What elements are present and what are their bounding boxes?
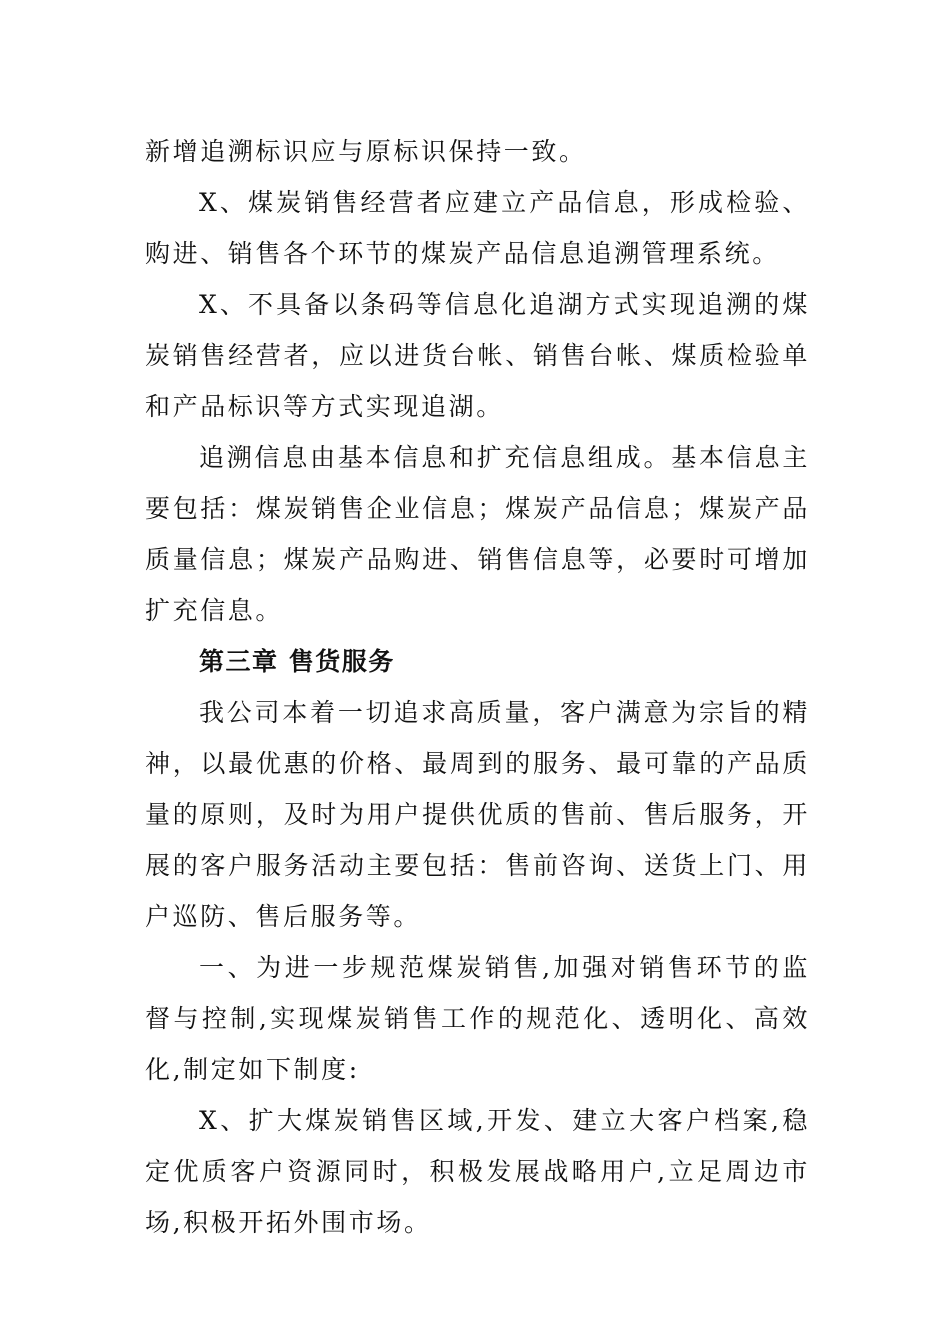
- paragraph-traceability-consistency: 新增追溯标识应与原标识保持一致。: [145, 137, 587, 166]
- paragraph-product-info-system: X、煤炭销售经营者应建立产品信息，形成检验、购进、销售各个环节的煤炭产品信息追溯管理系统。: [145, 188, 810, 268]
- paragraph-ledger-traceability: X、不具备以条码等信息化追湖方式实现追溯的煤炭销售经营者，应以进货台帐、销售台帐、煤质检验单和产品标识等方式实现追湖。: [145, 290, 810, 421]
- paragraph-market-expansion: X、扩大煤炭销售区域,开发、建立大客户档案,稳定优质客户资源同时，积极发展战略用户,立足周边市场,积极开拓外围市场。: [145, 1106, 810, 1237]
- paragraph-sales-regulation: 一、为进一步规范煤炭销售,加强对销售环节的监督与控制,实现煤炭销售工作的规范化、透明化、高效化,制定如下制度:: [145, 953, 810, 1084]
- chapter-heading: 第三章 售货服务: [199, 647, 395, 676]
- paragraph-traceability-info: 追溯信息由基本信息和扩充信息组成。基本信息主要包括：煤炭销售企业信息；煤炭产品信息；煤炭产品质量信息；煤炭产品购进、销售信息等，必要时可增加扩充信息。: [145, 443, 810, 625]
- paragraph-service-principles: 我公司本着一切追求高质量，客户满意为宗旨的精神，以最优惠的价格、最周到的服务、最可靠的产品质量的原则，及时为用户提供优质的售前、售后服务，开展的客户服务活动主要包括：售前咨询、送货上门、用户巡防、售后服务等。: [145, 698, 810, 931]
- document-body: [145, 126, 810, 1248]
